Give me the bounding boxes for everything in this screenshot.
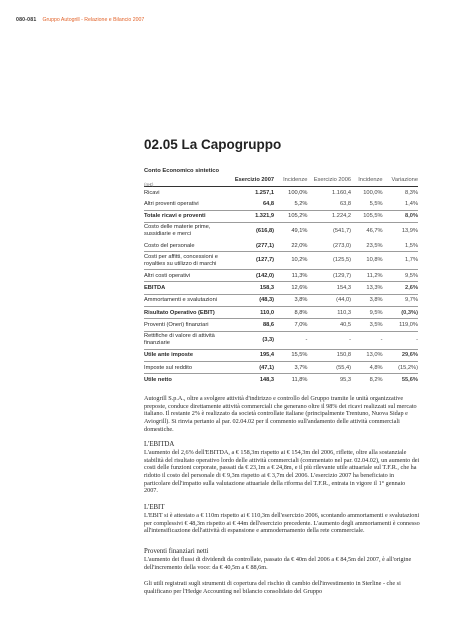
cell-v25: (48,3) [235, 294, 274, 306]
cell-v25: 1.257,1 [235, 187, 274, 199]
row-label: Rettifiche di valore di attività finanziarie [144, 331, 235, 349]
ebitda-heading: L'EBITDA [144, 441, 175, 448]
cell-i25: 7,0% [274, 319, 307, 331]
section-title: 02.05 La Capogruppo [144, 137, 282, 152]
cell-v24: (273,0) [307, 240, 351, 252]
column-header-2006: Esercizio 2006 [313, 177, 352, 183]
table-row [144, 187, 418, 199]
cell-v25: 110,0 [235, 307, 274, 319]
cell-i25: 105,2% [274, 210, 307, 222]
cell-v24: (125,5) [307, 252, 351, 270]
cell-v25: (142,0) [235, 270, 274, 282]
cell-i24: 100,0% [351, 187, 383, 199]
cell-i24: - [351, 331, 383, 349]
cell-i25: 22,0% [274, 240, 307, 252]
table-row [144, 282, 418, 294]
cell-v25: (127,7) [235, 252, 274, 270]
table-row [144, 349, 418, 361]
column-header-incidence-2006: Incidenze [358, 177, 383, 183]
cell-v24: - [307, 331, 351, 349]
row-label: Altri proventi operativi [144, 198, 235, 210]
cell-vr: (0,3%) [383, 307, 418, 319]
cell-v24: 1.160,4 [307, 187, 351, 199]
cell-i25: 10,2% [274, 252, 307, 270]
cell-vr: - [383, 331, 418, 349]
table-row [144, 270, 418, 282]
running-title: Gruppo Autogrill - Relazione e Bilancio 2007 [42, 17, 145, 23]
cell-v24: 63,8 [307, 198, 351, 210]
cell-vr: 119,0% [383, 319, 418, 331]
cell-v24: (55,4) [307, 361, 351, 373]
column-header-incidence-2007: Incidenze [283, 177, 308, 183]
cell-i25: 49,1% [291, 227, 308, 234]
cell-i25: 3,7% [274, 361, 307, 373]
cell-vr: 29,6% [383, 349, 418, 361]
cell-i24: 105,5% [351, 210, 383, 222]
cell-vr: 13,9% [401, 227, 418, 234]
row-label: Utile ante imposte [144, 349, 235, 361]
column-header-variation: Variazione [391, 177, 418, 183]
cell-v25: 88,6 [235, 319, 274, 331]
cell-v25: (616,8) [256, 227, 275, 234]
cell-vr: 55,6% [401, 376, 418, 383]
cell-i25: 3,8% [274, 294, 307, 306]
cell-i24: 4,8% [351, 361, 383, 373]
cell-v25: 195,4 [235, 349, 274, 361]
cell-i25: 11,8% [291, 376, 308, 383]
cell-v25: (47,1) [235, 361, 274, 373]
row-label: Costi per affitti, concessioni e royalties su utilizzo di marchi [144, 252, 235, 270]
cell-i25: 11,3% [274, 270, 307, 282]
cell-v25: 64,8 [235, 198, 274, 210]
table-row [144, 307, 418, 319]
financial-income-paragraph: L'aumento dei flussi di dividendi da controllate, passato da € 40m del 2006 a € 84,5m del 2007, è all'origine dell'incremento della voce: da € 40,5m a € 88,6m. [144, 556, 412, 571]
ebit-heading: L'EBIT [144, 504, 165, 511]
cell-vr: 8,3% [383, 187, 418, 199]
cell-i24: 3,8% [351, 294, 383, 306]
cell-v25: (3,3) [235, 331, 274, 349]
cell-i24: 11,2% [351, 270, 383, 282]
cell-i25: 8,8% [274, 307, 307, 319]
cell-v24: 40,5 [307, 319, 351, 331]
cell-i24: 3,5% [351, 319, 383, 331]
cell-i24: 46,7% [366, 227, 383, 234]
cell-v25: 148,3 [259, 376, 275, 383]
table-title: Conto Economico sintetico [144, 168, 220, 174]
cell-v25: (277,1) [235, 240, 274, 252]
intro-paragraph: Autogrill S.p.A., oltre a svolgere attività d'indirizzo e controllo del Gruppo tramite le unità organizzative preposte, conduce direttamente attività commerciali che generano oltre il 98% dei ricavi realizzati sul mercato italiano. Il restante 2% è realizzato da società controllate italiane (principalmente Trentuno, Nuova Sidap e Aviogrill). Si rinvia pertanto al par. 02.04.02 per il commento sull'andamento delle attività commerciali domestiche. [144, 395, 417, 433]
cell-vr: 9,5% [383, 270, 418, 282]
row-label: Proventi (Oneri) finanziari [144, 319, 235, 331]
cell-i24: 23,5% [351, 240, 383, 252]
row-label: EBITDA [144, 282, 235, 294]
ebit-paragraph: L'EBIT si è attestato a € 110m rispetto ai € 110,3m dell'esercizio 2006, scontando ammortamenti e svalutazioni per complessivi € 48,3m rispetto ai € 44m dell'esercizio precedente. L'aumento degli ammortamenti è connesso all'intensificazione dell'attività di espansione e ammodernamento della rete commerciale. [144, 512, 420, 535]
cell-v24: 95,3 [339, 376, 352, 383]
page-header [16, 17, 144, 23]
row-label: Totale ricavi e proventi [144, 210, 235, 222]
table-row [144, 374, 418, 386]
cell-vr: 9,7% [383, 294, 418, 306]
cell-i25: - [274, 331, 307, 349]
cell-v24: (129,7) [307, 270, 351, 282]
cell-vr: 1,4% [383, 198, 418, 210]
table-row [144, 361, 418, 373]
ebitda-paragraph: L'aumento del 2,6% dell'EBITDA, a € 158,3m rispetto ai € 154,3m del 2006, riflette, oltre alla sostanziale stabilità del risultato operativo lordo delle attività commerciali (commentato nel par. 02.04.02), un aumento dei costi delle funzioni corporate, passati da € 23,1m a € 24,8m, e il più rilevante utile attuariale sul T.F.R., che ha ridotto il costo del personale di € 9,3m rispetto ai € 3,7m del 2006. L'esercizio 2007 ha beneficiato in particolare dell'impatto sulla valutazione attuariale della riforma del T.F.R., entrata in vigore il 1° gennaio 2007. [144, 449, 420, 495]
cell-vr: 1,5% [383, 240, 418, 252]
cell-v25: 1.321,9 [235, 210, 274, 222]
income-statement-table [144, 174, 418, 386]
cell-v24: (541,7) [333, 227, 352, 234]
page-numbers: 080-081 [16, 17, 37, 23]
table-row [144, 198, 418, 210]
table-row [144, 222, 418, 240]
row-label: Costo del personale [144, 240, 235, 252]
cell-vr: 2,6% [383, 282, 418, 294]
cell-i25: 5,2% [274, 198, 307, 210]
cell-vr: 8,0% [383, 210, 418, 222]
row-label: Costo delle materie prime, sussidiarie e merci [144, 224, 211, 238]
unit-label: (m€) [144, 182, 154, 187]
table-row [144, 252, 418, 270]
column-header-2007: Esercizio 2007 [234, 177, 275, 183]
cell-vr: (15,2%) [383, 361, 418, 373]
cell-v24: (44,0) [307, 294, 351, 306]
table-row [144, 331, 418, 349]
cell-i24: 9,5% [351, 307, 383, 319]
cell-i24: 13,3% [351, 282, 383, 294]
cell-i25: 15,5% [274, 349, 307, 361]
table-row [144, 294, 418, 306]
cell-v24: 110,3 [307, 307, 351, 319]
cell-v24: 1.224,2 [307, 210, 351, 222]
table-header-row [144, 174, 418, 187]
table-row [144, 210, 418, 222]
table-row [144, 319, 418, 331]
row-label: Imposte sul reddito [144, 361, 235, 373]
cell-v24: 150,8 [307, 349, 351, 361]
cell-i24: 5,5% [351, 198, 383, 210]
cell-v24: 154,3 [307, 282, 351, 294]
cell-i25: 12,6% [274, 282, 307, 294]
cell-i25: 100,0% [274, 187, 307, 199]
row-label: Ammortamenti e svalutazioni [144, 294, 235, 306]
cell-i24: 8,2% [369, 376, 383, 383]
closing-paragraph: Gli utili registrati sugli strumenti di copertura del rischio di cambio dell'investimento in Sterline - che si qualificano per l'Hedge Accounting nel bilancio consolidato del Gruppo [144, 580, 401, 595]
financial-income-heading: Proventi finanziari netti [144, 548, 209, 555]
row-label: Risultato Operativo (EBIT) [144, 307, 235, 319]
row-label: Altri costi operativi [144, 270, 235, 282]
cell-vr: 1,7% [383, 252, 418, 270]
cell-v25: 158,3 [235, 282, 274, 294]
cell-i24: 13,0% [351, 349, 383, 361]
row-label: Utile netto [144, 376, 172, 383]
cell-i24: 10,8% [351, 252, 383, 270]
row-label: Ricavi [144, 187, 235, 199]
table-row [144, 240, 418, 252]
